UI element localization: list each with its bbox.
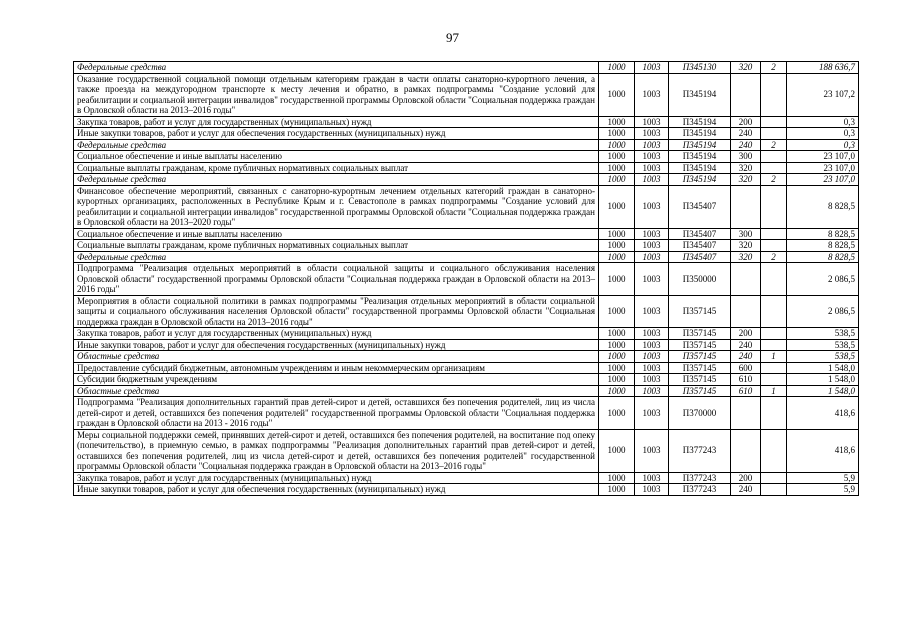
expense-type-cell: 320	[731, 62, 761, 74]
table-row	[74, 397, 859, 430]
subsection-code-cell: 1003	[635, 339, 669, 351]
section-code-cell: 1000	[599, 73, 635, 116]
expense-type-cell: 610	[731, 374, 761, 386]
amount-cell: 23 107,0	[787, 162, 859, 174]
expense-type-cell	[731, 263, 761, 296]
expense-type-cell: 320	[731, 174, 761, 186]
table-row	[74, 73, 859, 116]
amount-cell: 0,3	[787, 128, 859, 140]
target-article-cell: П345407	[669, 251, 731, 263]
table-row	[74, 295, 859, 328]
table-row	[74, 128, 859, 140]
section-code-cell: 1000	[599, 162, 635, 174]
page-number: 97	[446, 30, 459, 45]
section-code-cell: 1000	[599, 385, 635, 397]
section-code-cell: 1000	[599, 397, 635, 430]
expense-type-cell	[731, 295, 761, 328]
section-code-cell: 1000	[599, 251, 635, 263]
target-article-cell: П357145	[669, 351, 731, 363]
amount-cell: 0,3	[787, 116, 859, 128]
table-row	[74, 162, 859, 174]
funding-source-cell: 2	[761, 139, 787, 151]
subsection-code-cell: 1003	[635, 139, 669, 151]
table-row	[74, 116, 859, 128]
subsection-code-cell: 1003	[635, 472, 669, 484]
subsection-code-cell: 1003	[635, 484, 669, 496]
amount-cell: 8 828,5	[787, 185, 859, 228]
expenditure-name-cell: Подпрограмма "Реализация дополнительных гарантий прав детей-сирот и детей, оставшихся без попечения родителей, лиц из числа детей-сирот и детей, оставшихся без попечения родителей" государственной программы Орловской области "Социальная поддержка граждан в Орловской области на 2013 - 2016 годы"	[74, 397, 599, 430]
subsection-code-cell: 1003	[635, 62, 669, 74]
expenditure-name-cell: Оказание государственной социальной помощи отдельным категориям граждан в части оплаты санаторно-курортного лечения, а также проезда на междугородном транспорте к месту лечения и обратно, в рамках подпрограммы "Создание условий для реабилитации и социальной интеграции инвалидов" государственной программы Орловской области "Социальная поддержка граждан в Орловской области на 2013–2016 годы"	[74, 73, 599, 116]
table-row	[74, 263, 859, 296]
amount-cell: 538,5	[787, 328, 859, 340]
table-row	[74, 240, 859, 252]
target-article-cell: П345194	[669, 116, 731, 128]
expense-type-cell: 240	[731, 351, 761, 363]
section-code-cell: 1000	[599, 339, 635, 351]
amount-cell: 8 828,5	[787, 251, 859, 263]
subsection-code-cell: 1003	[635, 174, 669, 186]
section-code-cell: 1000	[599, 374, 635, 386]
funding-source-cell	[761, 328, 787, 340]
expense-type-cell: 320	[731, 251, 761, 263]
subsection-code-cell: 1003	[635, 374, 669, 386]
expense-type-cell: 200	[731, 116, 761, 128]
expenditure-name-cell: Иные закупки товаров, работ и услуг для обеспечения государственных (муниципальных) нужд	[74, 484, 599, 496]
expenditure-name-cell: Закупка товаров, работ и услуг для государственных (муниципальных) нужд	[74, 328, 599, 340]
expenditure-name-cell: Федеральные средства	[74, 174, 599, 186]
subsection-code-cell: 1003	[635, 251, 669, 263]
funding-source-cell	[761, 397, 787, 430]
expenditure-name-cell: Социальные выплаты гражданам, кроме публичных нормативных социальных выплат	[74, 240, 599, 252]
amount-cell: 23 107,2	[787, 73, 859, 116]
section-code-cell: 1000	[599, 362, 635, 374]
subsection-code-cell: 1003	[635, 397, 669, 430]
expense-type-cell: 320	[731, 162, 761, 174]
target-article-cell: П357145	[669, 385, 731, 397]
subsection-code-cell: 1003	[635, 116, 669, 128]
target-article-cell: П345407	[669, 228, 731, 240]
target-article-cell: П345130	[669, 62, 731, 74]
table-row	[74, 339, 859, 351]
expenditure-name-cell: Иные закупки товаров, работ и услуг для обеспечения государственных (муниципальных) нужд	[74, 339, 599, 351]
target-article-cell: П357145	[669, 362, 731, 374]
table-row	[74, 484, 859, 496]
amount-cell: 538,5	[787, 339, 859, 351]
target-article-cell: П345194	[669, 139, 731, 151]
table-row	[74, 228, 859, 240]
expenditure-name-cell: Областные средства	[74, 351, 599, 363]
amount-cell: 418,6	[787, 429, 859, 472]
expenditure-name-cell: Социальные выплаты гражданам, кроме публичных нормативных социальных выплат	[74, 162, 599, 174]
budget-table-body	[74, 62, 859, 496]
table-row	[74, 351, 859, 363]
expenditure-name-cell: Подпрограмма "Реализация отдельных мероприятий в области социальной защиты и социального обслуживания населения Орловской области" государственной программы Орловской области "Социальная поддержка граждан в Орловской области на 2013–2016 годы"	[74, 263, 599, 296]
funding-source-cell	[761, 362, 787, 374]
amount-cell: 538,5	[787, 351, 859, 363]
section-code-cell: 1000	[599, 185, 635, 228]
funding-source-cell	[761, 263, 787, 296]
expenditure-name-cell: Федеральные средства	[74, 62, 599, 74]
table-row	[74, 362, 859, 374]
amount-cell: 418,6	[787, 397, 859, 430]
subsection-code-cell: 1003	[635, 162, 669, 174]
expense-type-cell: 600	[731, 362, 761, 374]
table-row	[74, 328, 859, 340]
target-article-cell: П345194	[669, 162, 731, 174]
subsection-code-cell: 1003	[635, 385, 669, 397]
funding-source-cell	[761, 295, 787, 328]
expenditure-name-cell: Закупка товаров, работ и услуг для государственных (муниципальных) нужд	[74, 472, 599, 484]
target-article-cell: П345194	[669, 128, 731, 140]
table-row	[74, 429, 859, 472]
expenditure-name-cell: Федеральные средства	[74, 251, 599, 263]
funding-source-cell	[761, 128, 787, 140]
subsection-code-cell: 1003	[635, 351, 669, 363]
funding-source-cell: 2	[761, 62, 787, 74]
expense-type-cell: 240	[731, 128, 761, 140]
amount-cell: 1 548,0	[787, 374, 859, 386]
target-article-cell: П345407	[669, 240, 731, 252]
expenditure-name-cell: Меры социальной поддержки семей, принявших детей-сирот и детей, оставшихся без попечения родителей, на воспитание под опеку (попечительство), в приемную семью, в рамках подпрограммы "Реализация дополнительных гарантий прав детей-сирот и детей, оставшихся без попечения родителей, лиц из числа детей-сирот и детей, оставшихся без попечения родителей" государственной программы Орловской области "Социальная поддержка граждан в Орловской области на 2013–2016 годы"	[74, 429, 599, 472]
table-row	[74, 151, 859, 163]
table-row	[74, 472, 859, 484]
expense-type-cell: 240	[731, 484, 761, 496]
target-article-cell: П350000	[669, 263, 731, 296]
target-article-cell: П357145	[669, 328, 731, 340]
subsection-code-cell: 1003	[635, 362, 669, 374]
subsection-code-cell: 1003	[635, 128, 669, 140]
funding-source-cell: 1	[761, 351, 787, 363]
amount-cell: 23 107,0	[787, 151, 859, 163]
expense-type-cell: 200	[731, 472, 761, 484]
section-code-cell: 1000	[599, 151, 635, 163]
target-article-cell: П345194	[669, 174, 731, 186]
subsection-code-cell: 1003	[635, 263, 669, 296]
funding-source-cell	[761, 151, 787, 163]
table-row	[74, 251, 859, 263]
expenditure-name-cell: Областные средства	[74, 385, 599, 397]
table-row	[74, 374, 859, 386]
section-code-cell: 1000	[599, 116, 635, 128]
funding-source-cell	[761, 484, 787, 496]
expenditure-name-cell: Предоставление субсидий бюджетным, автономным учреждениям и иным некоммерческим организациям	[74, 362, 599, 374]
table-row	[74, 174, 859, 186]
target-article-cell: П370000	[669, 397, 731, 430]
funding-source-cell: 1	[761, 385, 787, 397]
amount-cell: 1 548,0	[787, 362, 859, 374]
funding-source-cell	[761, 73, 787, 116]
table-row	[74, 185, 859, 228]
amount-cell: 5,9	[787, 472, 859, 484]
amount-cell: 1 548,0	[787, 385, 859, 397]
amount-cell: 0,3	[787, 139, 859, 151]
expenditure-name-cell: Мероприятия в области социальной политики в рамках подпрограммы "Реализация отдельных мероприятий в области социальной защиты и социального обслуживания населения Орловской области" государственной программы Орловской области "Социальная поддержка граждан в Орловской области на 2013–2016 годы"	[74, 295, 599, 328]
target-article-cell: П377243	[669, 429, 731, 472]
expenditure-name-cell: Иные закупки товаров, работ и услуг для обеспечения государственных (муниципальных) нужд	[74, 128, 599, 140]
section-code-cell: 1000	[599, 328, 635, 340]
section-code-cell: 1000	[599, 472, 635, 484]
target-article-cell: П357145	[669, 295, 731, 328]
funding-source-cell	[761, 374, 787, 386]
funding-source-cell: 2	[761, 251, 787, 263]
expenditure-name-cell: Социальное обеспечение и иные выплаты населению	[74, 228, 599, 240]
target-article-cell: П357145	[669, 374, 731, 386]
amount-cell: 8 828,5	[787, 240, 859, 252]
amount-cell: 2 086,5	[787, 263, 859, 296]
expense-type-cell: 200	[731, 328, 761, 340]
section-code-cell: 1000	[599, 62, 635, 74]
target-article-cell: П377243	[669, 472, 731, 484]
funding-source-cell	[761, 185, 787, 228]
funding-source-cell: 2	[761, 174, 787, 186]
expense-type-cell: 610	[731, 385, 761, 397]
section-code-cell: 1000	[599, 128, 635, 140]
section-code-cell: 1000	[599, 174, 635, 186]
section-code-cell: 1000	[599, 351, 635, 363]
subsection-code-cell: 1003	[635, 185, 669, 228]
section-code-cell: 1000	[599, 240, 635, 252]
expense-type-cell: 300	[731, 228, 761, 240]
subsection-code-cell: 1003	[635, 151, 669, 163]
funding-source-cell	[761, 240, 787, 252]
expenditure-name-cell: Финансовое обеспечение мероприятий, связанных с санаторно-курортным лечением отдельных категорий граждан в санаторно-курортных организациях, расположенных в Республике Крым и г. Севастополе в рамках подпрограммы "Создание условий для реабилитации и социальной интеграции инвалидов" государственной программы Орловской области "Социальная поддержка граждан в Орловской области на 2013–2020 годы"	[74, 185, 599, 228]
section-code-cell: 1000	[599, 263, 635, 296]
expense-type-cell: 240	[731, 139, 761, 151]
expenditure-name-cell: Закупка товаров, работ и услуг для государственных (муниципальных) нужд	[74, 116, 599, 128]
amount-cell: 2 086,5	[787, 295, 859, 328]
section-code-cell: 1000	[599, 139, 635, 151]
expense-type-cell	[731, 73, 761, 116]
target-article-cell: П357145	[669, 339, 731, 351]
amount-cell: 188 636,7	[787, 62, 859, 74]
budget-table	[73, 61, 859, 496]
subsection-code-cell: 1003	[635, 328, 669, 340]
section-code-cell: 1000	[599, 295, 635, 328]
expenditure-name-cell: Субсидии бюджетным учреждениям	[74, 374, 599, 386]
subsection-code-cell: 1003	[635, 429, 669, 472]
subsection-code-cell: 1003	[635, 228, 669, 240]
funding-source-cell	[761, 116, 787, 128]
funding-source-cell	[761, 339, 787, 351]
funding-source-cell	[761, 228, 787, 240]
section-code-cell: 1000	[599, 484, 635, 496]
section-code-cell: 1000	[599, 429, 635, 472]
target-article-cell: П377243	[669, 484, 731, 496]
expense-type-cell: 300	[731, 151, 761, 163]
funding-source-cell	[761, 162, 787, 174]
table-row	[74, 139, 859, 151]
funding-source-cell	[761, 429, 787, 472]
target-article-cell: П345194	[669, 151, 731, 163]
target-article-cell: П345407	[669, 185, 731, 228]
amount-cell: 8 828,5	[787, 228, 859, 240]
expense-type-cell	[731, 397, 761, 430]
expenditure-name-cell: Федеральные средства	[74, 139, 599, 151]
subsection-code-cell: 1003	[635, 240, 669, 252]
expense-type-cell: 320	[731, 240, 761, 252]
section-code-cell: 1000	[599, 228, 635, 240]
amount-cell: 23 107,0	[787, 174, 859, 186]
expenditure-name-cell: Социальное обеспечение и иные выплаты населению	[74, 151, 599, 163]
expense-type-cell	[731, 429, 761, 472]
expense-type-cell	[731, 185, 761, 228]
expense-type-cell: 240	[731, 339, 761, 351]
table-row	[74, 385, 859, 397]
subsection-code-cell: 1003	[635, 295, 669, 328]
table-row	[74, 62, 859, 74]
amount-cell: 5,9	[787, 484, 859, 496]
target-article-cell: П345194	[669, 73, 731, 116]
funding-source-cell	[761, 472, 787, 484]
subsection-code-cell: 1003	[635, 73, 669, 116]
